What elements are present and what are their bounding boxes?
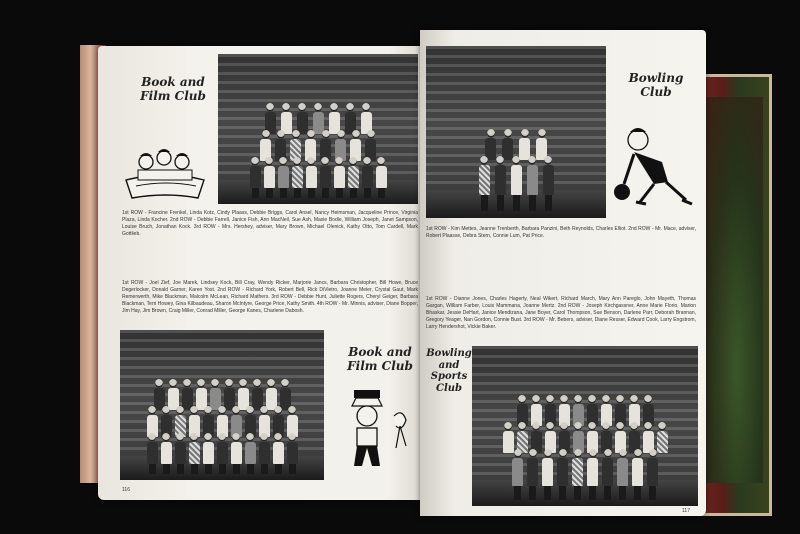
right-page-number: 117 xyxy=(682,508,690,514)
left-top-photo xyxy=(218,54,418,204)
right-top-caption: 1st ROW - Kim Mettes, Jeanne Trenberth, Barbara Panzini, Beth Reynolds, Charles Elliot. 2nd ROW - Mr. Mace, adviser, Robert Plaasse, Debra Stern, Connie Lum, Pat Price. xyxy=(426,226,696,239)
right-bottom-heading: Bowling and Sports Club xyxy=(426,348,472,394)
left-top-heading: Book and Film Club xyxy=(140,75,206,103)
left-bottom-caption: 1st ROW - Joel Zief, Joe Marek, Lindsey Kock, Bill Cray, Wendy Ricker, Marjorie Jancs, Barbara Christopher, Bill Howe, Bruce Degerlocker, Donald Garner, Karen Yost. 2nd ROW - Richard York, Robert Bell, Rick DiVietro, Joanne Meier, Crystal Gaut, Mark Remerwerth, Mike Blackman, Malcolm McLean, Richard Mathers. 3rd ROW - Debbie Hunt, Juliette Rogers, Cheryl Geiger, Barbara Blackman, Terri Howey, Gina Kilbaudeau, Sharon McIntyre, George Price, Kathy Smith. 4th ROW - Mr. Minnis, adviser, Diane Bopper, Jim Hay, Jim Brown, Craig Miller, Conrad Miller, George Kanes, Charlene Dabosh. xyxy=(122,280,418,314)
left-page-number: 116 xyxy=(122,487,130,493)
reading-cartoon-icon xyxy=(120,146,212,202)
right-bottom-photo xyxy=(472,346,698,506)
bowler-cartoon-icon xyxy=(610,122,700,214)
left-bottom-heading: Book and Film Club xyxy=(347,345,413,373)
right-top-heading: Bowling Club xyxy=(628,71,684,99)
left-page xyxy=(98,46,428,500)
film-cartoon-icon xyxy=(346,386,416,478)
left-top-caption: 1st ROW - Francine Frenkel, Linda Kotz, Cindy Plaass, Debbie Briggs, Carol Ansel, Nancy Heimsman, Jacqueline Prince, Virginia Plaza, Linda Kocher. 2nd ROW - Debbie Farrell, Janice Fish, Ann MacNeil, Sue Ash, Maxie Bodie, William Joseph, Janet Sampson, Louise Bruch, Jonathan Kock. 3rd ROW - Mrs. Hershey, adviser, Mary Brown, Michael Olenick, Kathy Otto, Tom Cardell, Mark Gottlieb. xyxy=(122,210,418,237)
right-page xyxy=(420,30,706,516)
right-top-photo xyxy=(426,46,606,218)
left-bottom-photo xyxy=(120,330,324,480)
right-bottom-caption: 1st ROW - Dianne Jones, Charles Hagerty, Neal Wikert, Richard March, Mary Ann Pareglo, John Mayeth, Thomas Gargan, William Farber, Louis Mammana, Joanne Mertz. 2nd ROW - Joseph Kirchgassner, Anne Marie Florio, Marion Bhaskar, Jessie DeHart, Janice Mendizana, Jane Boyer, Carol Thompson, Sue Benson, Darlene Parr, Deborah Brannan, Gregory Yeager, Nan Gordon, Connie Bust. 3rd ROW - Mr. Bebers, adviser, Diane Resser, Edward Cook, Larry Engstrom, Larry Hendershot, Vickie Baker. xyxy=(426,296,696,330)
